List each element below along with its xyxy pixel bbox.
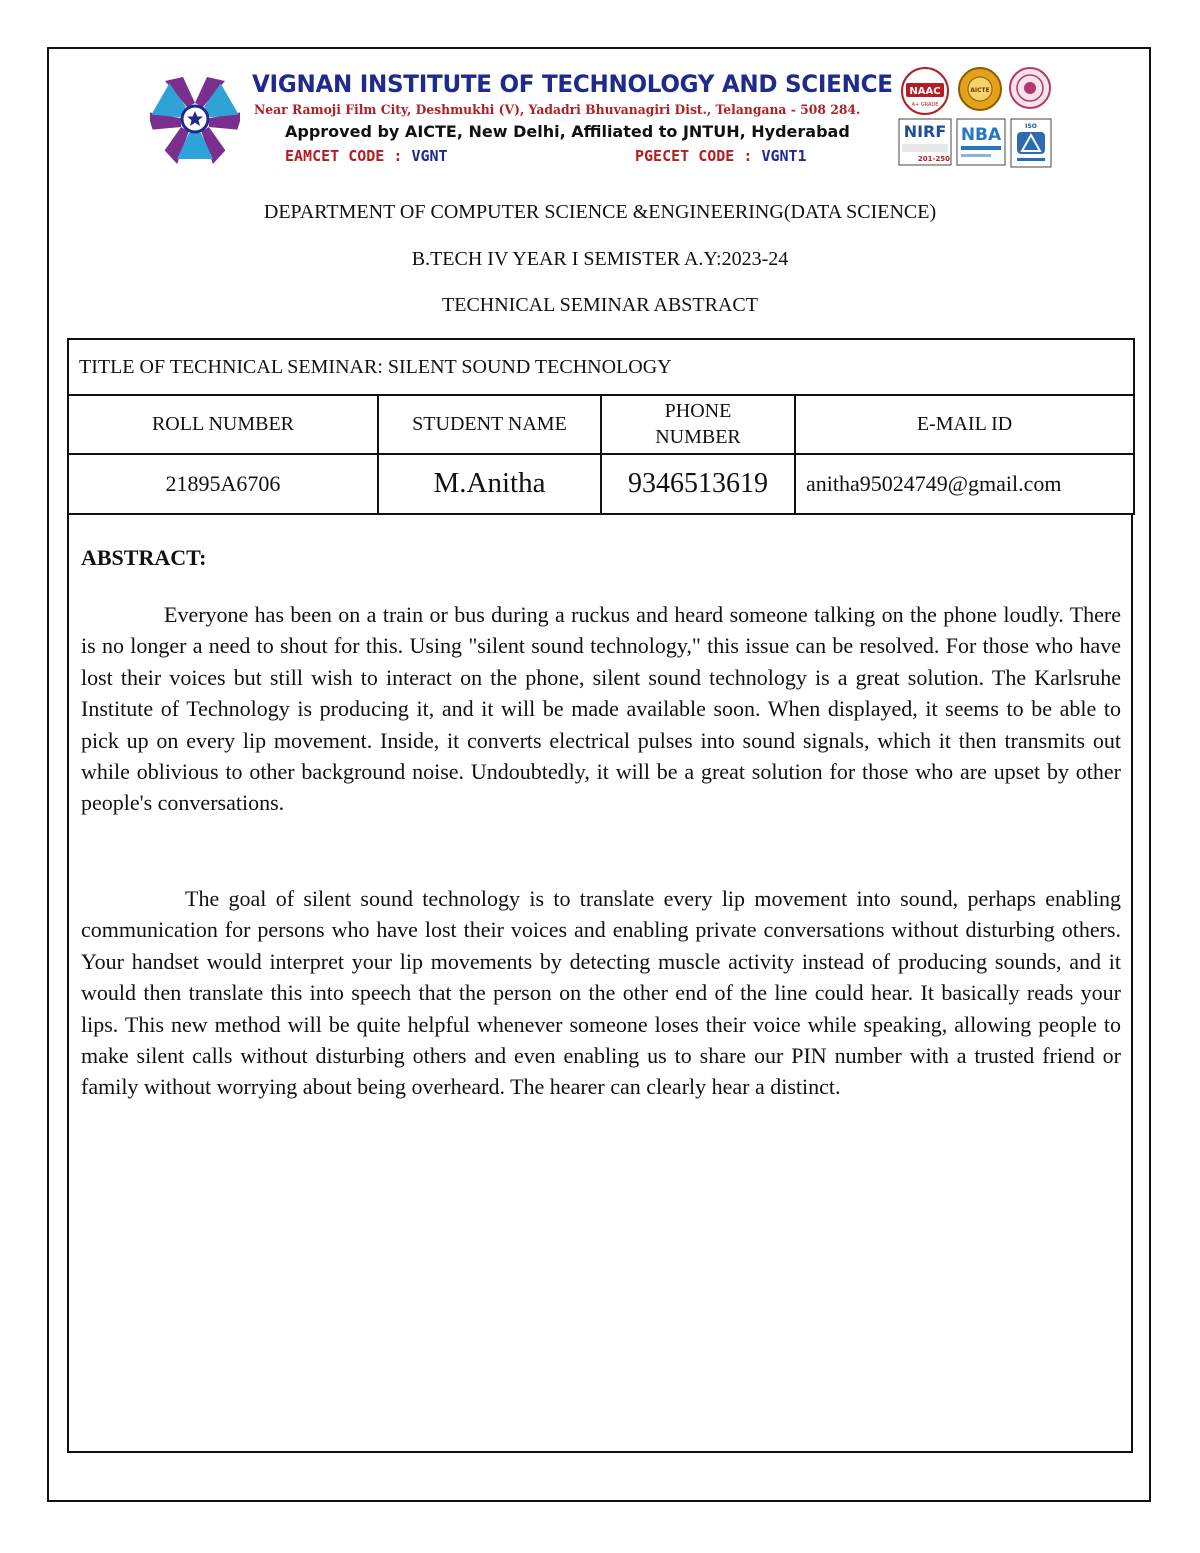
column-header-phone-number — [601, 395, 795, 453]
nba-badge-icon — [956, 118, 1006, 166]
eamcet-code — [285, 147, 448, 165]
pgecet-label: PGECET CODE : — [635, 147, 753, 165]
pgecet-value: VGNT1 — [761, 147, 807, 165]
naac-badge-icon — [900, 66, 950, 116]
jntuh-badge-icon — [1008, 66, 1052, 110]
institution-name: VIGNAN INSTITUTE OF TECHNOLOGY AND SCIENCE — [252, 70, 893, 98]
abstract-section — [67, 515, 1133, 1453]
pgecet-code — [635, 147, 807, 165]
column-header-student-name: STUDENT NAME — [378, 395, 601, 453]
semester-title: B.TECH IV YEAR I SEMISTER A.Y:2023-24 — [411, 248, 789, 270]
iso-label: ISO — [1025, 123, 1037, 130]
aicte-label: AICTE — [970, 87, 990, 94]
phone-number-value: 9346513619 — [601, 454, 795, 514]
document-title: TECHNICAL SEMINAR ABSTRACT — [442, 294, 758, 316]
nirf-label: NIRF — [903, 122, 947, 141]
column-header-email: E-MAIL ID — [795, 395, 1134, 453]
table-header-row — [68, 395, 1134, 453]
seminar-info-table — [67, 338, 1135, 515]
table-row — [68, 454, 1134, 514]
nba-label: NBA — [960, 125, 1002, 145]
institution-address: Near Ramoji Film City, Deshmukhi (V), Yadadri Bhuvanagiri Dist., Telangana - 508 284. — [254, 103, 861, 118]
abstract-heading: ABSTRACT: — [81, 545, 207, 570]
column-header-roll-number: ROLL NUMBER — [68, 395, 378, 453]
phone-number-header-text: PHONE NUMBER — [655, 400, 741, 449]
abstract-paragraph-1: Everyone has been on a train or bus during a ruckus and heard someone talking on the phone loudly. There is no longer a need to shout for this. Using "silent sound technology," this issue can be resolved. For those who have lost their voices but still wish to interact on the phone, silent sound technology is a great solution. The Karlsruhe Institute of Technology is producing it, and it will be made available soon. When displayed, it seems to be able to pick up on every lip movement. Inside, it converts electrical pulses into sound signals, which it then transmits out while oblivious to other background noise. Undoubtedly, it will be a great solution for those who are upset by other people's conversations. — [81, 602, 1121, 816]
aicte-badge-icon — [957, 66, 1003, 112]
naac-grade: A+ GRADE — [911, 102, 939, 108]
eamcet-label: EAMCET CODE : — [285, 147, 403, 165]
email-value: anitha95024749@gmail.com — [795, 454, 1134, 514]
department-title: DEPARTMENT OF COMPUTER SCIENCE &ENGINEERING(DATA SCIENCE) — [263, 201, 937, 223]
iso-badge-icon — [1010, 118, 1052, 168]
institution-logo — [150, 74, 240, 164]
nirf-rank: 201-250 — [917, 155, 951, 163]
institution-approval: Approved by AICTE, New Delhi, Affiliated to JNTUH, Hyderabad — [285, 122, 850, 141]
seminar-title-cell: TITLE OF TECHNICAL SEMINAR: SILENT SOUND TECHNOLOGY — [68, 339, 1134, 395]
abstract-paragraph-2: The goal of silent sound technology is to translate every lip movement into sound, perhaps enabling communication for persons who have lost their voices and enabling private conversations without disturbing others. Your handset would interpret your lip movements by detecting muscle activity instead of producing sounds, and it would then translate this into speech that the person on the other end of the line could hear. It basically reads your lips. This new method will be quite helpful whenever someone loses their voice while speaking, allowing people to make silent calls without disturbing others and even enabling us to share our PIN number with a trusted friend or family without worrying about being overheard. The hearer can clearly hear a distinct. — [81, 886, 1121, 1100]
naac-label: NAAC — [909, 86, 941, 97]
nirf-badge-icon — [898, 118, 952, 166]
table-title-row — [68, 339, 1134, 395]
student-name-value: M.Anitha — [378, 454, 601, 514]
roll-number-value: 21895A6706 — [68, 454, 378, 514]
eamcet-value: VGNT — [411, 147, 448, 165]
